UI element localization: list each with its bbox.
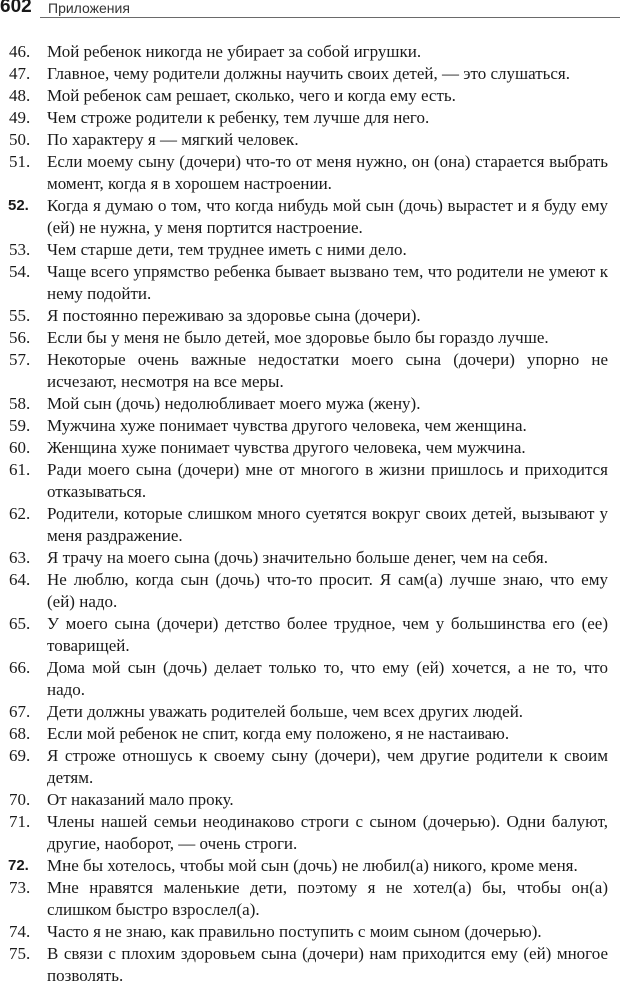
- page-number: 602: [0, 0, 32, 17]
- list-item: [0, 503, 620, 547]
- item-number: 46.: [9, 42, 31, 61]
- item-number: 74.: [9, 922, 31, 941]
- item-text: Некоторые очень важные недостатки моего сына (дочери) упорно не исчезают, несмотря на все меры.: [47, 350, 608, 391]
- item-text: Чаще всего упрямство ребенка бывает вызвано тем, что родители не умеют к нему подойти.: [47, 262, 608, 303]
- list-item: [0, 261, 620, 305]
- item-text: Мне нравятся маленькие дети, поэтому я не хотел(а) бы, чтобы он(а) слишком быстро взрослел(а).: [47, 878, 608, 919]
- item-text: Я строже отношусь к своему сыну (дочери), чем другие родители к своим детям.: [47, 746, 608, 787]
- item-text: Главное, чему родители должны научить своих детей, — это слушаться.: [47, 64, 570, 83]
- item-number: 68.: [9, 724, 31, 743]
- item-text: Дети должны уважать родителей больше, чем всех других людей.: [47, 702, 524, 721]
- list-item: [0, 151, 620, 195]
- item-number: 66.: [9, 658, 31, 677]
- item-text: Мой ребенок никогда не убирает за собой игрушки.: [47, 42, 422, 61]
- item-text: Мне бы хотелось, чтобы мой сын (дочь) не любил(а) никого, кроме меня.: [47, 856, 578, 875]
- item-number: 52.: [8, 197, 29, 214]
- item-number: 54.: [9, 262, 31, 281]
- item-number: 61.: [9, 460, 31, 479]
- list-item: [0, 41, 620, 63]
- item-text: Мой сын (дочь) недолюбливает моего мужа (жену).: [47, 394, 421, 413]
- item-text: По характеру я — мягкий человек.: [47, 130, 299, 149]
- header-rule: [40, 17, 620, 18]
- item-text: Мужчина хуже понимает чувства другого человека, чем женщина.: [47, 416, 527, 435]
- list-item: [0, 349, 620, 393]
- section-title: Приложения: [48, 0, 130, 16]
- list-item: [0, 85, 620, 107]
- item-number: 69.: [9, 746, 31, 765]
- list-item: [0, 943, 620, 987]
- list-item: [0, 811, 620, 855]
- item-text: Родители, которые слишком много суетятся вокруг своих детей, вызывают у меня раздражение.: [47, 504, 608, 545]
- item-text: Женщина хуже понимает чувства другого человека, чем мужчина.: [47, 438, 526, 457]
- list-item: [0, 657, 620, 701]
- item-text: Чем строже родители к ребенку, тем лучше для него.: [47, 108, 430, 127]
- list-item: [0, 613, 620, 657]
- item-number: 49.: [9, 108, 31, 127]
- item-number: 51.: [9, 152, 31, 171]
- item-text: Я трачу на моего сына (дочь) значительно больше денег, чем на себя.: [47, 548, 548, 567]
- item-number: 62.: [9, 504, 31, 523]
- list-item: [0, 327, 620, 349]
- list-item: [0, 745, 620, 789]
- list-item: [0, 723, 620, 745]
- item-number: 75.: [9, 944, 31, 963]
- list-item: [0, 877, 620, 921]
- item-text: Члены нашей семьи неодинаково строги с сыном (дочерью). Одни балуют, другие, наоборот, — очень строги.: [47, 812, 608, 853]
- list-item: [0, 393, 620, 415]
- item-text: Если моему сыну (дочери) что-то от меня нужно, он (она) старается выбрать момент, когда я в хорошем настроении.: [47, 152, 608, 193]
- list-item: [0, 459, 620, 503]
- item-text: Не люблю, когда сын (дочь) что-то просит. Я сам(а) лучше знаю, что ему (ей) надо.: [47, 570, 608, 611]
- item-text: У моего сына (дочери) детство более трудное, чем у большинства его (ее) товарищей.: [47, 614, 608, 655]
- list-item: [0, 107, 620, 129]
- item-number: 72.: [8, 857, 29, 874]
- list-item: [0, 195, 620, 239]
- item-text: Мой ребенок сам решает, сколько, чего и когда ему есть.: [47, 86, 456, 105]
- item-text: Я постоянно переживаю за здоровье сына (дочери).: [47, 306, 421, 325]
- item-number: 50.: [9, 130, 31, 149]
- item-number: 47.: [9, 64, 31, 83]
- list-item: [0, 415, 620, 437]
- list-item: [0, 569, 620, 613]
- item-text: Чем старше дети, тем труднее иметь с ними дело.: [47, 240, 407, 259]
- item-number: 59.: [9, 416, 31, 435]
- item-number: 58.: [9, 394, 31, 413]
- item-text: Если бы у меня не было детей, мое здоровье было бы гораздо лучше.: [47, 328, 549, 347]
- item-number: 57.: [9, 350, 31, 369]
- questionnaire-list: [0, 41, 620, 987]
- list-item: [0, 547, 620, 569]
- item-text: Дома мой сын (дочь) делает только то, что ему (ей) хочется, а не то, что надо.: [47, 658, 608, 699]
- item-text: От наказаний мало проку.: [47, 790, 234, 809]
- list-item: [0, 437, 620, 459]
- item-text: Часто я не знаю, как правильно поступить с моим сыном (дочерью).: [47, 922, 542, 941]
- item-text: Ради моего сына (дочери) мне от многого в жизни пришлось и приходится отказываться.: [47, 460, 608, 501]
- list-item: [0, 701, 620, 723]
- running-header: [0, 0, 620, 22]
- item-number: 53.: [9, 240, 31, 259]
- list-item: [0, 921, 620, 943]
- list-item: [0, 129, 620, 151]
- item-number: 55.: [9, 306, 31, 325]
- item-text: В связи с плохим здоровьем сына (дочери) нам приходится ему (ей) многое позволять.: [47, 944, 608, 985]
- list-item: [0, 855, 620, 877]
- list-item: [0, 63, 620, 85]
- item-number: 63.: [9, 548, 31, 567]
- item-number: 65.: [9, 614, 31, 633]
- item-number: 71.: [9, 812, 31, 831]
- item-number: 67.: [9, 702, 31, 721]
- item-number: 48.: [9, 86, 31, 105]
- list-item: [0, 305, 620, 327]
- list-item: [0, 239, 620, 261]
- item-number: 73.: [9, 878, 31, 897]
- item-number: 56.: [9, 328, 31, 347]
- item-number: 60.: [9, 438, 31, 457]
- item-text: Если мой ребенок не спит, когда ему положено, я не настаиваю.: [47, 724, 510, 743]
- item-number: 70.: [9, 790, 31, 809]
- list-item: [0, 789, 620, 811]
- item-text: Когда я думаю о том, что когда нибудь мой сын (дочь) вырастет и я буду ему (ей) не нужна, у меня портится настроение.: [47, 196, 608, 237]
- item-number: 64.: [9, 570, 31, 589]
